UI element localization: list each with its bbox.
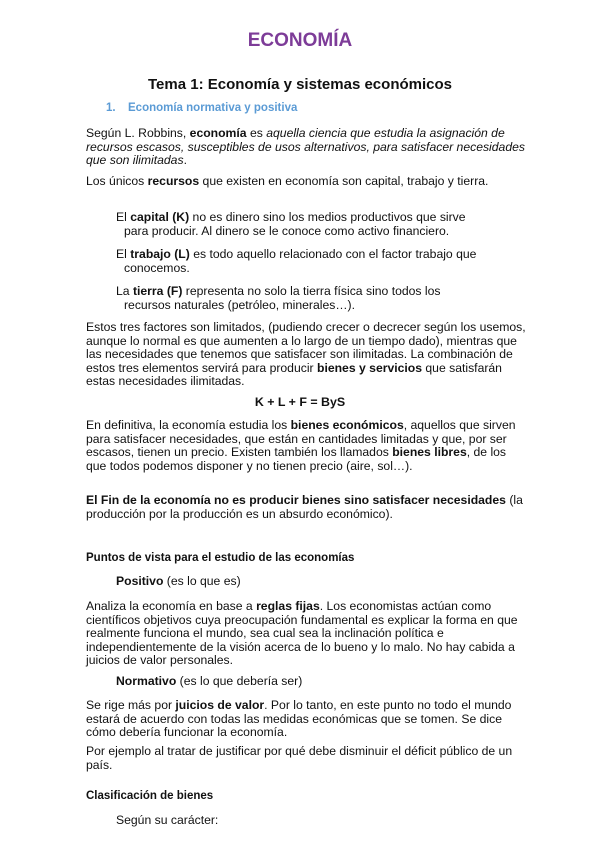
text: , de los que todos podemos disponer y no tienen precio (aire, sol…). [86,445,507,473]
bold-term: recursos [147,174,200,188]
section-number: 1. [106,102,116,114]
text: . [183,153,187,168]
paragraph-definitiva [86,419,526,473]
bold-term: bienes y servicios [317,360,423,375]
paragraph-ejemplo: Por ejemplo al tratar de justificar por qué debe disminuir el déficit público de un país. [86,744,513,772]
text: representa no solo la tierra física sino todos los [182,284,441,298]
text: que existen en economía son capital, trabajo y tierra. [199,174,489,188]
text: (es lo que es) [163,574,241,588]
italic-definition: aquella ciencia que estudia la asignación de recursos escasos, susceptibles de usos alternativos, para satisfacer necesidades que son ilimitadas [86,126,525,168]
text: En definitiva, la economía estudia los [86,418,291,432]
text: Estos tres factores son limitados, (pudiendo crecer o decrecer según los usemos, aunque lo normal es que aumenten a lo largo de un tiempo dado), mientras que las necesidades que tenemos que satisfacer son ilimitadas. La combinación de estos tres elementos servirá para producir [86,320,526,375]
paragraph-robbins [86,127,526,168]
paragraph-normativo [86,699,526,740]
topic-heading: Tema 1: Economía y sistemas económicos [147,76,452,93]
section-label: Economía normativa y positiva [128,102,298,114]
text: es [246,126,267,140]
equation: K + L + F = ByS [254,395,346,409]
text: El [116,210,131,224]
paragraph-fin [86,494,526,521]
paragraph-capital [116,211,516,238]
subheading-normativo [116,675,302,689]
text: para producir. Al dinero se le conoce como activo financiero. [124,223,450,238]
heading-clasificacion: Clasificación de bienes [86,790,214,802]
text: (la producción por la producción es un absurdo económico). [86,493,523,521]
bold-term: capital (K) [130,210,190,224]
text: no es dinero sino los medios productivos que sirve [189,210,466,224]
heading-puntos-de-vista: Puntos de vista para el estudio de las economías [86,552,355,564]
text: Analiza la economía en base a [86,599,257,613]
text: conocemos. [124,260,190,275]
paragraph-tierra [116,285,516,312]
text: . Por lo tanto, en este punto no todo el mundo estará de acuerdo con todas las medidas económicas que se tomen. Se dice cómo debería funcionar la economía. [86,698,512,740]
bold-term: Positivo [116,574,164,588]
text: El [116,247,131,261]
text: , aquellos que sirven para satisfacer necesidades, que están en cantidades limitadas y que, por ser escasos, tienen un precio. Existen también los llamados [86,418,516,460]
bold-statement: El Fin de la economía no es producir bienes sino satisfacer necesidades [86,493,506,507]
document-title: ECONOMÍA [247,30,353,51]
text: Los únicos [86,174,148,188]
text: recursos naturales (petróleo, minerales…). [124,297,355,312]
text: Según L. Robbins, [86,126,190,140]
bold-term: juicios de valor [175,698,265,712]
paragraph-positivo [86,600,526,668]
section-heading [106,102,297,116]
paragraph-limitados [86,321,526,389]
bold-term: trabajo (L) [130,247,190,261]
text: es todo aquello relacionado con el factor trabajo que [189,247,477,261]
text: (es lo que debería ser) [176,674,303,688]
bold-term: Normativo [116,674,177,688]
paragraph-recursos [86,175,526,189]
bold-term: bienes económicos [290,418,404,432]
text: . Los economistas actúan como científicos objetivos cuya preocupación fundamental es explicar la forma en que realmente funciona el mundo, sea cual sea la inclinación política e independientemente de la visión acerca de lo bueno y lo malo. No hay cabida a juicios de valor personales. [86,599,518,668]
subheading-segun-caracter: Según su carácter: [116,813,219,827]
text: La [116,284,133,298]
bold-term: bienes libres [392,445,467,460]
text: que satisfarán estas necesidades ilimitadas. [86,360,502,389]
bold-term: reglas fijas [256,599,320,613]
text: Se rige más por [86,698,176,712]
paragraph-trabajo [116,248,516,275]
bold-term: economía [189,126,247,140]
bold-term: tierra (F) [132,284,183,298]
subheading-positivo [116,575,241,589]
